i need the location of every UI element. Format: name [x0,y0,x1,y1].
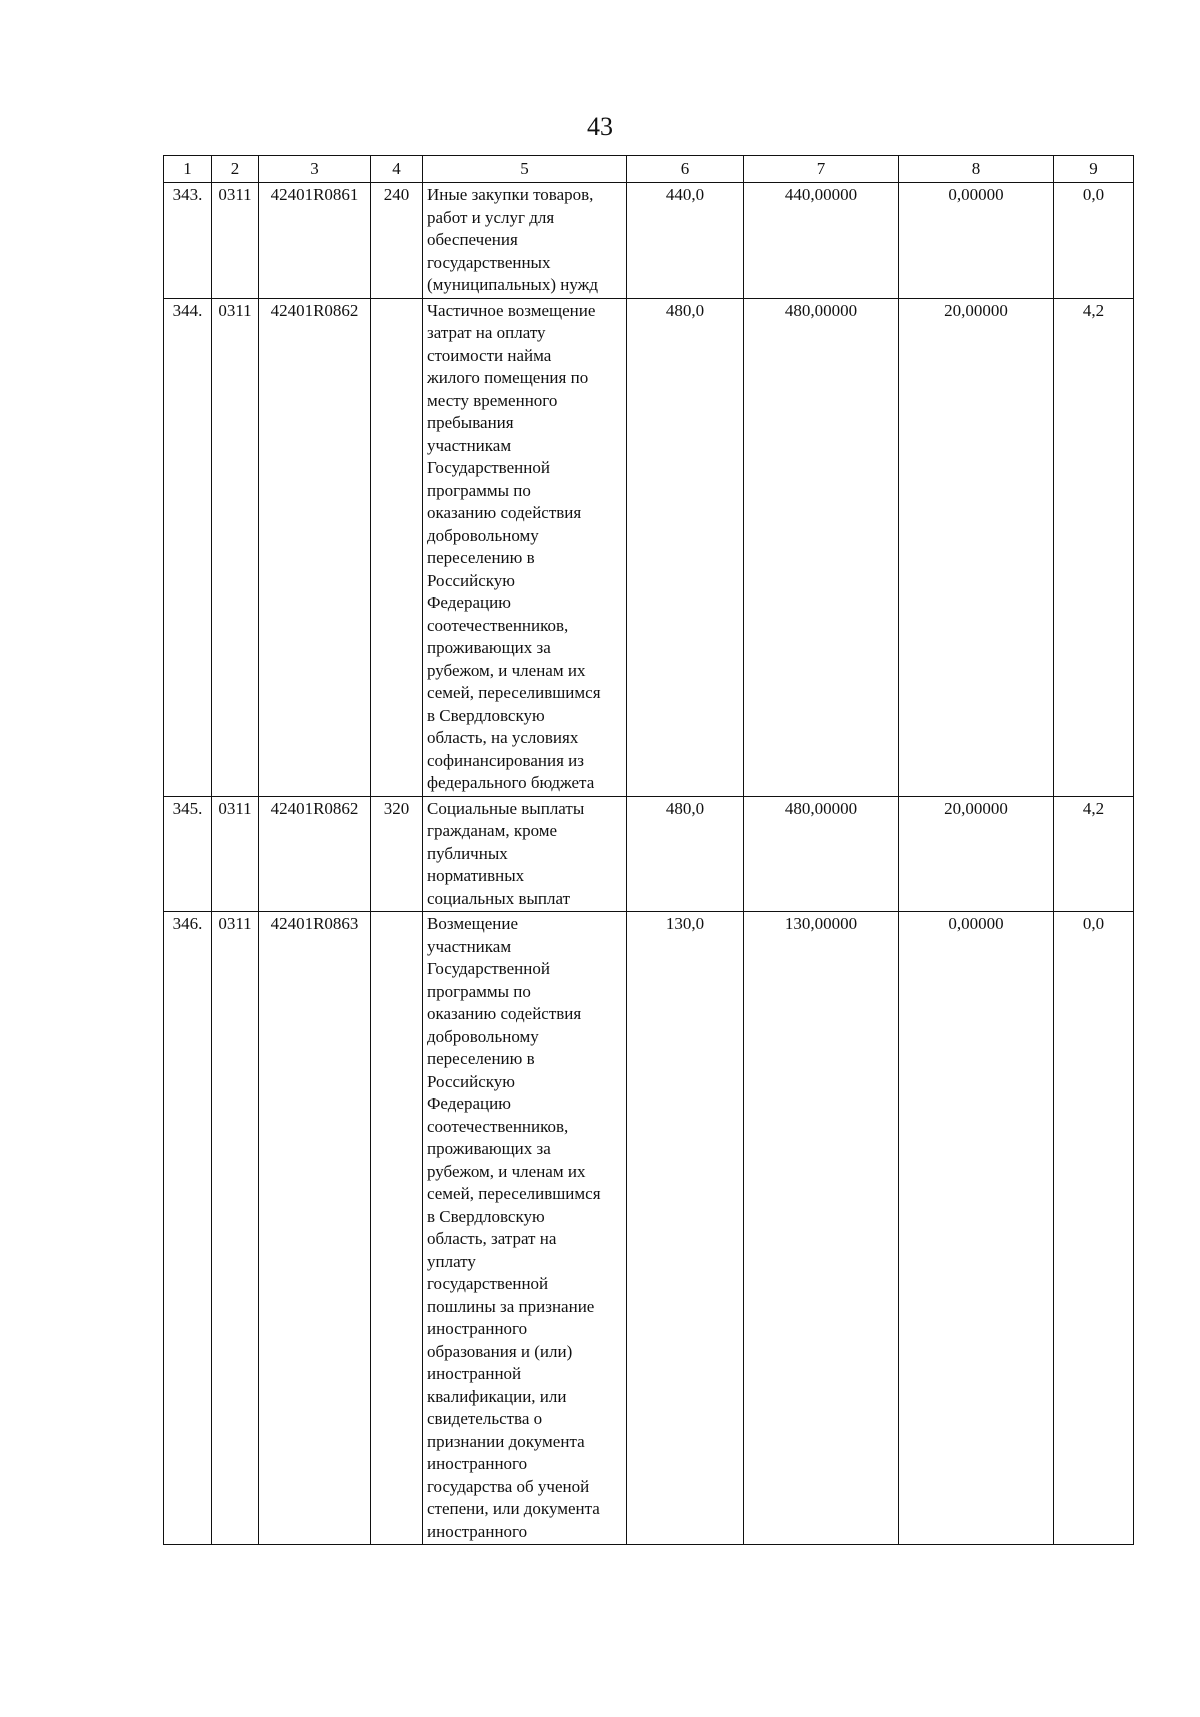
header-col-2: 2 [212,156,259,183]
expense-type-code [371,298,423,796]
description-line: участникам [427,435,512,455]
description-line: Федерацию [427,1094,511,1113]
value-col-7: 480,00000 [744,796,899,912]
value-col-7: 130,00000 [744,912,899,1545]
budget-table [163,155,1134,1545]
header-row [164,156,1134,183]
description-line: работ и услуг для [427,207,555,227]
description-line: образования и (или) [427,1341,573,1361]
description-line: гражданам, кроме [427,821,558,840]
description-line: Государственной [427,959,550,978]
description-line: нормативных [427,866,525,885]
target-article-code: 42401R0862 [259,796,371,912]
section-code: 0311 [212,796,259,912]
row-number: 346. [164,912,212,1545]
value-col-6: 440,0 [627,183,744,299]
row-number: 343. [164,183,212,299]
description-line: Иные закупки товаров, [427,185,594,204]
description-line: рубежом, и членам их [427,660,586,680]
description-line: свидетельства о [427,1409,543,1428]
value-col-9: 0,0 [1054,912,1134,1545]
description-line: иностранного [427,1454,528,1473]
description-line: соотечественников, [427,615,569,635]
value-col-9: 0,0 [1054,183,1134,299]
description-line: (муниципальных) нужд [427,275,599,294]
description-line: обеспечения [427,230,518,249]
target-article-code: 42401R0862 [259,298,371,796]
header-col-6: 6 [627,156,744,183]
description-line: оказанию содействия [427,1004,582,1023]
description-line: Федерацию [427,593,511,612]
description-line: федерального бюджета [427,773,595,792]
section-code: 0311 [212,912,259,1545]
description [423,183,627,299]
description-line: переселению в [427,548,535,567]
table-row [164,796,1134,912]
description-line: пошлины за признание [427,1296,595,1316]
description-line: программы по [427,480,531,500]
row-number: 344. [164,298,212,796]
target-article-code: 42401R0863 [259,912,371,1545]
description-line: область, на условиях [427,728,579,747]
description-line: участникам [427,936,512,956]
description-line: признании документа [427,1431,585,1451]
description-line: Государственной [427,458,550,477]
description-line: добровольному [427,525,539,545]
description-line: государственных [427,252,551,272]
description-line: в Свердловскую [427,1206,545,1226]
description-line: Российскую [427,1071,516,1091]
table-body [164,183,1134,1545]
description-line: иностранной [427,1364,522,1383]
expense-type-code: 240 [371,183,423,299]
header-col-4: 4 [371,156,423,183]
value-col-6: 480,0 [627,796,744,912]
description-line: уплату [427,1251,476,1271]
expense-type-code [371,912,423,1545]
description-line: область, затрат на [427,1229,557,1248]
description-line: проживающих за [427,1139,551,1158]
value-col-8: 0,00000 [899,912,1054,1545]
value-col-7: 440,00000 [744,183,899,299]
description-line: публичных [427,843,508,863]
description-line: пребывания [427,413,514,432]
description-line: месту временного [427,390,558,410]
description-line: государства об ученой [427,1476,590,1496]
table-row [164,912,1134,1545]
description [423,796,627,912]
header-col-5: 5 [423,156,627,183]
description [423,298,627,796]
section-code: 0311 [212,183,259,299]
header-col-1: 1 [164,156,212,183]
description-line: социальных выплат [427,888,571,908]
description-line: соотечественников, [427,1116,569,1136]
value-col-9: 4,2 [1054,796,1134,912]
description-line: семей, переселившимся [427,683,601,702]
description-line: степени, или документа [427,1499,600,1518]
description-line: Российскую [427,570,516,590]
value-col-6: 130,0 [627,912,744,1545]
value-col-9: 4,2 [1054,298,1134,796]
description-line: семей, переселившимся [427,1184,601,1203]
description-line: в Свердловскую [427,705,545,725]
description-line: рубежом, и членам их [427,1161,586,1181]
description-line: стоимости найма [427,345,552,365]
target-article-code: 42401R0861 [259,183,371,299]
description-line: программы по [427,981,531,1001]
table-row [164,298,1134,796]
description-line: добровольному [427,1026,539,1046]
header-col-9: 9 [1054,156,1134,183]
description-line: переселению в [427,1049,535,1068]
page-number: 43 [587,112,613,141]
description [423,912,627,1545]
value-col-7: 480,00000 [744,298,899,796]
description-line: иностранного [427,1319,528,1338]
description-line: Возмещение [427,914,518,933]
header-col-8: 8 [899,156,1054,183]
description-line: иностранного [427,1521,528,1541]
value-col-8: 0,00000 [899,183,1054,299]
description-line: жилого помещения по [427,368,589,387]
row-number: 345. [164,796,212,912]
value-col-8: 20,00000 [899,298,1054,796]
description-line: квалификации, или [427,1386,567,1406]
description-line: проживающих за [427,638,551,657]
header-col-7: 7 [744,156,899,183]
header-col-3: 3 [259,156,371,183]
expense-type-code: 320 [371,796,423,912]
description-line: оказанию содействия [427,503,582,522]
value-col-8: 20,00000 [899,796,1054,912]
section-code: 0311 [212,298,259,796]
description-line: затрат на оплату [427,323,546,342]
table-row [164,183,1134,299]
description-line: Социальные выплаты [427,798,585,818]
description-line: Частичное возмещение [427,300,596,320]
description-line: софинансирования из [427,750,584,770]
value-col-6: 480,0 [627,298,744,796]
description-line: государственной [427,1274,549,1293]
